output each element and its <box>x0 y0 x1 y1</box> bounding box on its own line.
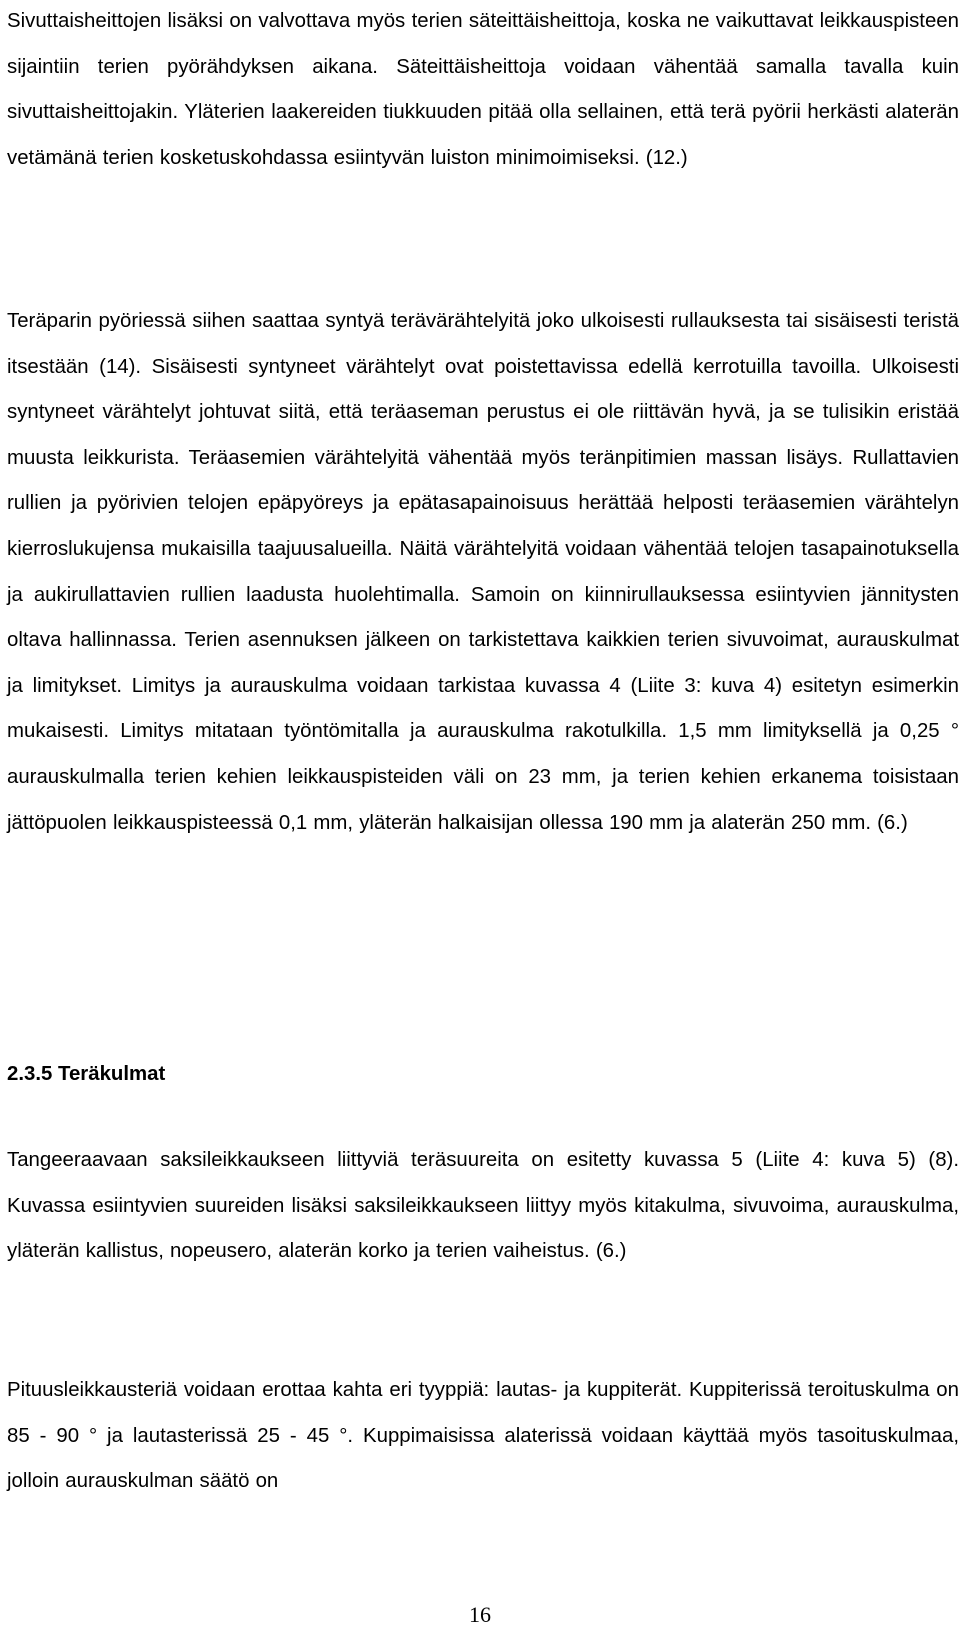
body-paragraph: Pituusleikkausteriä voidaan erottaa kahta eri tyyppiä: lautas- ja kuppiterät. Kuppiterissä teroituskulma on 85 - 90 ° ja lautasterissä 25 - 45 °. Kuppimaisissa alaterissä voidaan käyttää myös tasoituskulmaa, jolloin aurauskulman säätö on <box>7 1379 959 1493</box>
body-paragraph: Tangeeraavaan saksileikkaukseen liittyviä teräsuureita on esitetty kuvassa 5 (Liite 4: kuva 5) (8). Kuvassa esiintyvien suureiden lisäksi saksileikkaukseen liittyy myös kitakulma, sivuvoima, aurauskulma, yläterän kallistus, nopeusero, alaterän korko ja terien vaiheistus. (6.) <box>7 1149 959 1263</box>
section-heading: 2.3.5 Teräkulmat <box>7 1063 166 1085</box>
page-number: 16 <box>469 1602 491 1627</box>
body-paragraph: Teräparin pyöriessä siihen saattaa syntyä terävärähtelyitä joko ulkoisesti rullauksesta tai sisäisesti teristä itsestään (14). Sisäisesti syntyneet värähtelyt ovat poistettavissa edellä kerrotuilla tavoilla. Ulkoisesti syntyneet värähtelyt johtuvat siitä, että teräaseman perustus ei ole riittävän hyvä, ja se tulisikin eristää muusta leikkurista. Teräasemien värähtelyitä vähentää myös teränpitimien massan lisäys. Rullattavien rullien ja pyörivien telojen epäpyöreys ja epätasapainoisuus herättää helposti teräasemien värähtelyn kierroslukujensa mukaisilla taajuusalueilla. Näitä värähtelyitä voidaan vähentää telojen tasapainotuksella ja aukirullattavien rullien laadusta huolehtimalla. Samoin on kiinnirullauksessa esiintyvien jännitysten oltava hallinnassa. Terien asennuksen jälkeen on tarkistettava kaikkien terien sivuvoimat, aurauskulmat ja limitykset. Limitys ja aurauskulma voidaan tarkistaa kuvassa 4 (Liite 3: kuva 4) esitetyn esimerkin mukaisesti. Limitys mitataan työntömitalla ja aurauskulma rakotulkilla. 1,5 mm limityksellä ja 0,25 ° aurauskulmalla terien kehien leikkauspisteiden väli on 23 mm, ja terien kehien erkanema toisistaan jättöpuolen leikkauspisteessä 0,1 mm, yläterän halkaisijan ollessa 190 mm ja alaterän 250 mm. (6.) <box>7 310 959 834</box>
body-paragraph: Sivuttaisheittojen lisäksi on valvottava myös terien säteittäisheittoja, koska ne vaikuttavat leikkauspisteen sijaintiin terien pyörähdyksen aikana. Säteittäisheittoja voidaan vähentää samalla tavalla kuin sivuttaisheittojakin. Yläterien laakereiden tiukkuuden pitää olla sellainen, että terä pyörii herkästi alaterän vetämänä terien kosketuskohdassa esiintyvän luiston minimoimiseksi. (12.) <box>7 10 959 169</box>
